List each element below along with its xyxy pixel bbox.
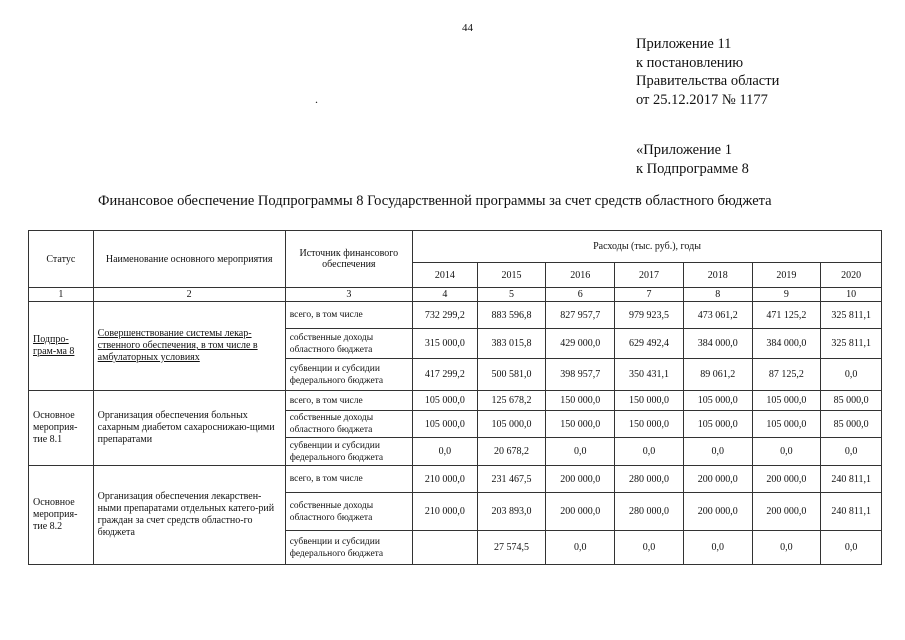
value-cell: 280 000,0: [615, 466, 684, 493]
value-cell: 105 000,0: [683, 391, 752, 411]
value-cell: 85 000,0: [821, 391, 882, 411]
source-cell: субвенции и субсидии федерального бюджета: [285, 531, 412, 565]
appendix-line: «Приложение 1: [636, 142, 732, 158]
value-cell: 979 923,5: [615, 302, 684, 329]
value-cell: 105 000,0: [752, 391, 821, 411]
source-cell: собственные доходы областного бюджета: [285, 329, 412, 359]
value-cell: 150 000,0: [546, 411, 615, 438]
value-cell: 240 811,1: [821, 466, 882, 493]
year-cell: 2019: [752, 263, 821, 288]
year-cell: 2014: [413, 263, 478, 288]
value-cell: 0,0: [752, 438, 821, 466]
value-cell: 500 581,0: [477, 359, 546, 391]
value-cell: 231 467,5: [477, 466, 546, 493]
value-cell: 105 000,0: [752, 411, 821, 438]
value-cell: 0,0: [821, 438, 882, 466]
financing-table: [28, 230, 882, 565]
value-cell: 384 000,0: [683, 329, 752, 359]
col-number: 8: [683, 288, 752, 302]
status-cell: Основное мероприя-тие 8.2: [29, 466, 94, 565]
header-status: Статус: [29, 231, 94, 288]
column-numbers-row: [29, 288, 882, 302]
col-number: 2: [93, 288, 285, 302]
value-cell: 20 678,2: [477, 438, 546, 466]
year-cell: 2017: [615, 263, 684, 288]
value-cell: 200 000,0: [683, 466, 752, 493]
appendix-block-sub: [636, 141, 749, 178]
value-cell: 398 957,7: [546, 359, 615, 391]
col-number: 3: [285, 288, 412, 302]
value-cell: 200 000,0: [752, 493, 821, 531]
source-cell: субвенции и субсидии федерального бюджета: [285, 359, 412, 391]
col-number: 6: [546, 288, 615, 302]
value-cell: 384 000,0: [752, 329, 821, 359]
col-number: 10: [821, 288, 882, 302]
appendix-line: к постановлению: [636, 54, 744, 71]
value-cell: 0,0: [615, 531, 684, 565]
activity-name-cell: Совершенствование системы лекар-ственного обеспечения, в том числе в амбулаторных условиях: [93, 302, 285, 391]
value-cell: 325 811,1: [821, 302, 882, 329]
value-cell: 200 000,0: [546, 466, 615, 493]
value-cell: 125 678,2: [477, 391, 546, 411]
stray-mark: .: [315, 92, 318, 106]
value-cell: 0,0: [546, 531, 615, 565]
value-cell: 85 000,0: [821, 411, 882, 438]
table-row: [29, 391, 882, 411]
col-number: 7: [615, 288, 684, 302]
value-cell: 0,0: [683, 438, 752, 466]
document-title: Финансовое обеспечение Подпрограммы 8 Государственной программы за счет средств областного бюджета: [98, 193, 772, 209]
value-cell: 200 000,0: [546, 493, 615, 531]
value-cell: 105 000,0: [413, 411, 478, 438]
value-cell: 417 299,2: [413, 359, 478, 391]
value-cell: 629 492,4: [615, 329, 684, 359]
value-cell: 315 000,0: [413, 329, 478, 359]
value-cell: 150 000,0: [615, 411, 684, 438]
value-cell: 210 000,0: [413, 466, 478, 493]
value-cell: [413, 531, 478, 565]
appendix-line: к Подпрограмме 8: [636, 160, 749, 177]
value-cell: 0,0: [821, 359, 882, 391]
col-number: 1: [29, 288, 94, 302]
source-cell: собственные доходы областного бюджета: [285, 493, 412, 531]
page-number: 44: [462, 22, 473, 34]
col-number: 5: [477, 288, 546, 302]
value-cell: 0,0: [615, 438, 684, 466]
value-cell: 105 000,0: [413, 391, 478, 411]
value-cell: 240 811,1: [821, 493, 882, 531]
value-cell: 473 061,2: [683, 302, 752, 329]
value-cell: 150 000,0: [615, 391, 684, 411]
status-cell: Подпро-грам-ма 8: [29, 302, 94, 391]
value-cell: 827 957,7: [546, 302, 615, 329]
value-cell: 200 000,0: [683, 493, 752, 531]
activity-name-cell: Организация обеспечения больных сахарным диабетом сахароснижаю-щими препаратами: [93, 391, 285, 466]
value-cell: 471 125,2: [752, 302, 821, 329]
value-cell: 210 000,0: [413, 493, 478, 531]
activity-name-cell: Организация обеспечения лекарствен-ными препаратами отдельных катего-рий граждан за счет средств областно-го бюджета: [93, 466, 285, 565]
value-cell: 0,0: [413, 438, 478, 466]
value-cell: 429 000,0: [546, 329, 615, 359]
year-cell: 2020: [821, 263, 882, 288]
value-cell: 87 125,2: [752, 359, 821, 391]
appendix-line: Правительства области: [636, 73, 780, 89]
value-cell: 200 000,0: [752, 466, 821, 493]
value-cell: 280 000,0: [615, 493, 684, 531]
status-cell: Основное мероприя-тие 8.1: [29, 391, 94, 466]
source-cell: собственные доходы областного бюджета: [285, 411, 412, 438]
source-cell: всего, в том числе: [285, 302, 412, 329]
appendix-line: от 25.12.2017 № 1177: [636, 91, 768, 108]
source-cell: всего, в том числе: [285, 391, 412, 411]
year-cell: 2015: [477, 263, 546, 288]
source-cell: субвенции и субсидии федерального бюджета: [285, 438, 412, 466]
value-cell: 150 000,0: [546, 391, 615, 411]
value-cell: 27 574,5: [477, 531, 546, 565]
value-cell: 0,0: [683, 531, 752, 565]
value-cell: 0,0: [546, 438, 615, 466]
value-cell: 89 061,2: [683, 359, 752, 391]
value-cell: 383 015,8: [477, 329, 546, 359]
header-expenses: Расходы (тыс. руб.), годы: [413, 231, 882, 263]
value-cell: 105 000,0: [683, 411, 752, 438]
value-cell: 883 596,8: [477, 302, 546, 329]
header-name: Наименование основного мероприятия: [93, 231, 285, 288]
table-row: [29, 466, 882, 493]
value-cell: 325 811,1: [821, 329, 882, 359]
value-cell: 350 431,1: [615, 359, 684, 391]
value-cell: 105 000,0: [477, 411, 546, 438]
value-cell: 0,0: [752, 531, 821, 565]
year-cell: 2018: [683, 263, 752, 288]
value-cell: 0,0: [821, 531, 882, 565]
value-cell: 203 893,0: [477, 493, 546, 531]
col-number: 4: [413, 288, 478, 302]
col-number: 9: [752, 288, 821, 302]
header-source: Источник финансового обеспечения: [285, 231, 412, 288]
appendix-block-main: [636, 35, 779, 109]
appendix-line: Приложение 11: [636, 36, 732, 52]
value-cell: 732 299,2: [413, 302, 478, 329]
table-row: [29, 302, 882, 329]
year-cell: 2016: [546, 263, 615, 288]
source-cell: всего, в том числе: [285, 466, 412, 493]
header-row: [29, 231, 882, 263]
